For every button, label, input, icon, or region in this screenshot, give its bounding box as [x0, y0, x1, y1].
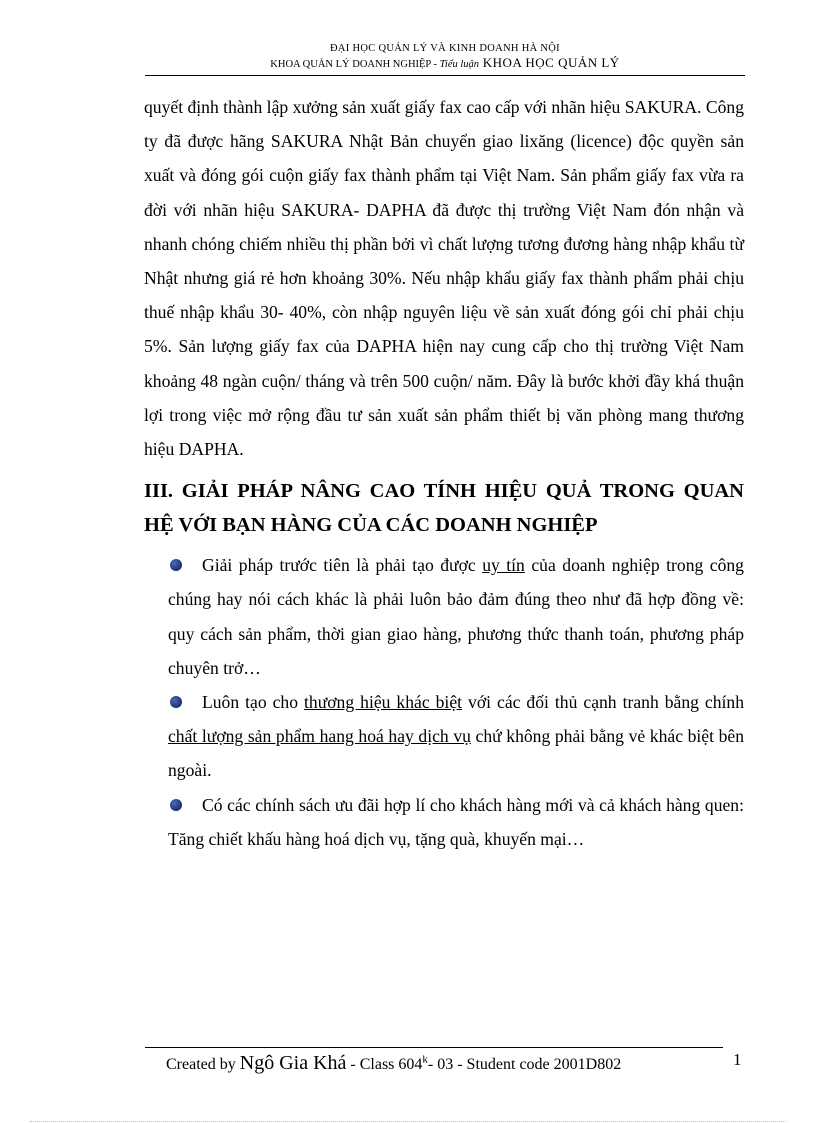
class-label: - Class 604 [346, 1056, 423, 1073]
page-header [145, 42, 745, 72]
list-item [144, 548, 744, 685]
list-item-text: Luôn tạo cho thương hiệu khác biệt với các đối thủ cạnh tranh bằng chính chất lượng sản phẩm hang hoá hay dịch vụ chứ không phải bằng vẻ khác biệt bên ngoài. [168, 692, 745, 781]
student-code: - 03 - Student code 2001D802 [427, 1056, 622, 1073]
subject-name: KHOA HỌC QUẢN LÝ [479, 55, 620, 70]
header-divider [145, 75, 745, 76]
list-item [144, 685, 744, 788]
list-item-text: Có các chính sách ưu đãi hợp lí cho khách hàng mới và cả khách hàng quen: Tăng chiết khấu hàng hoá dịch vụ, tặng quà, khuyến mại… [168, 794, 744, 849]
page-edge-divider [30, 1121, 786, 1122]
list-item-text: Giải pháp trước tiên là phải tạo được uy tín của doanh nghiệp trong công chúng hay nói cách khác là phải luôn bảo đảm đúng theo như đã hợp đồng về: quy cách sản phẩm, thời gian giao hàng, phương thức thanh toán, phương pháp chuyên trở… [168, 555, 744, 678]
faculty-name: KHOA QUẢN LÝ DOANH NGHIỆP - [270, 59, 440, 70]
bullet-icon [170, 799, 182, 811]
faculty-line [145, 56, 745, 72]
section-heading: III. GIẢI PHÁP NÂNG CAO TÍNH HIỆU QUẢ TRONG QUAN HỆ VỚI BẠN HÀNG CỦA CÁC DOANH NGHIỆP [144, 480, 744, 537]
list-item [144, 788, 744, 856]
university-name: ĐẠI HỌC QUẢN LÝ VÀ KINH DOANH HÀ NỘI [330, 43, 560, 54]
author-name: Ngô Gia Khá [239, 1052, 347, 1074]
footer-divider [145, 1047, 723, 1048]
page-number: 1 [733, 1050, 742, 1069]
created-by-label: Created by [166, 1056, 240, 1073]
page-footer [166, 1052, 621, 1075]
page-body [144, 90, 744, 856]
class-superscript: k [422, 1053, 428, 1066]
bullet-icon [170, 696, 182, 708]
intro-paragraph: quyết định thành lập xưởng sản xuất giấy fax cao cấp với nhãn hiệu SAKURA. Công ty đã được hãng SAKURA Nhật Bản chuyển giao lixăng (licence) độc quyền sản xuất và đóng gói cuộn giấy fax thành phẩm tại Việt Nam. Sản phẩm giấy fax vừa ra đời với nhãn hiệu SAKURA- DAPHA đã được thị trường Việt Nam đón nhận và nhanh chóng chiếm nhiều thị phần bởi vì chất lượng tương đương hàng nhập khẩu từ Nhật nhưng giá rẻ hơn khoảng 30%. Nếu nhập khẩu giấy fax thành phẩm phải chịu thuế nhập khẩu 30- 40%, còn nhập nguyên liệu về sản xuất đóng gói chỉ phải chịu 5%. Sản lượng giấy fax của DAPHA hiện nay cung cấp cho thị trường Việt Nam khoảng 48 ngàn cuộn/ tháng và trên 500 cuộn/ năm. Đây là bước khởi đầy khá thuận lợi trong việc mở rộng đầu tư sản xuất sản phẩm thiết bị văn phòng mang thương hiệu DAPHA. [144, 97, 744, 460]
document-type: Tiểu luận [439, 59, 480, 70]
